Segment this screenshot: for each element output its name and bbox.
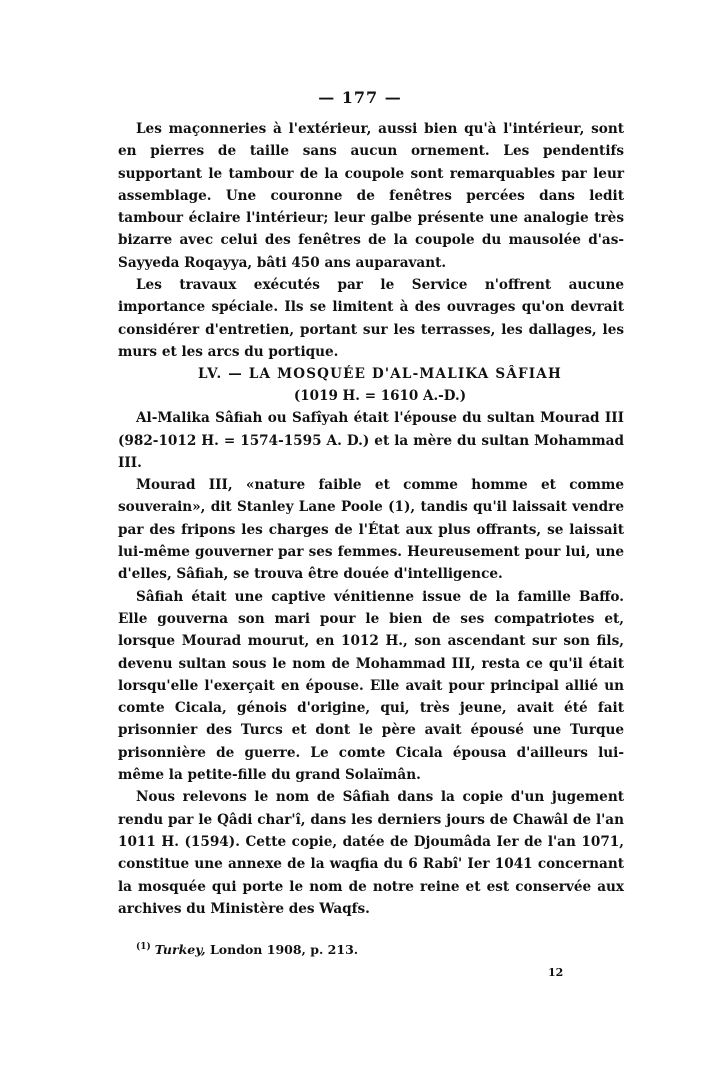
paragraph-masonry: Les maçonneries à l'extérieur, aussi bien qu'à l'intérieur, sont en pierres de taille sans aucun ornement. Les pendentifs supportant le tambour de la coupole sont remarquables par leur assemblage. Une couronne de fenêtres percées dans ledit tambour éclaire l'intérieur; leur galbe présente une analogie très bizarre avec celui des fenêtres de la coupole du mausolée d'as-Sayyeda Roqayya, bâti 450 ans auparavant. [118,121,624,271]
paragraph-judgment-copy: Nous relevons le nom de Sâfiah dans la copie d'un jugement rendu par le Qâdi char'î, dans les derniers jours de Chawâl de l'an 1011 H. (1594). Cette copie, datée de Djoumâda Ier de l'an 1071, constitue une annexe de la waqfia du 6 Rabî' Ier 1041 concernant la mosquée qui porte le nom de notre reine et est conservée aux archives du Ministère des Waqfs. [118,789,624,917]
paragraph-venetian-captive: Sâfiah était une captive vénitienne issue de la famille Baffo. Elle gouverna son mari pour le bien de ses compatriotes et, lorsque Mourad mourut, en 1012 H., son ascendant sur son fils, devenu sultan sous le nom de Mohammad III, resta ce qu'il était lorsqu'elle l'exerçait en épouse. Elle avait pour principal allié un comte Cicala, génois d'origine, qui, très jeune, avait été fait prisonnier des Turcs et dont le père avait épousé une Turque prisonnière de guerre. Le comte Cicala épousa d'ailleurs lui-même la petite-fille du grand Solaïmân. [118,588,624,784]
paragraph-safiah-intro: Al-Malika Sâfiah ou Safîyah était l'épouse du sultan Mourad III (982-1012 H. = 1574-1595 A. D.) et la mère du sultan Mohammad III. [118,410,624,471]
section-title: LV. — LA MOSQUÉE D'AL-MALIKA SÂFIAH [198,366,562,383]
page-number: — 177 — [318,88,402,107]
footnote-text: London 1908, p. 213. [210,942,359,958]
signature-mark: 12 [548,966,564,979]
footnote-mark: (1) [136,942,151,952]
paragraph-works: Les travaux exécutés par le Service n'offrent aucune importance spéciale. Ils se limitent à des ouvrages qu'on devrait considérer d'entretien, portant sur les terrasses, les dallages, les murs et les arcs du portique. [118,277,624,360]
footnote-title: Turkey, [154,942,206,958]
section-subtitle: (1019 H. = 1610 A.-D.) [293,388,467,405]
body-text [118,118,624,920]
paragraph-mourad: Mourad III, «nature faible et comme homme et comme souverain», dit Stanley Lane Poole (1), tandis qu'il laissait vendre par des fripons les charges de l'État aux plus offrants, se laissait lui-même gouverner par ses femmes. Heureusement pour lui, une d'elles, Sâfiah, se trouva être douée d'intelligence. [118,477,624,583]
footnote [136,942,358,957]
